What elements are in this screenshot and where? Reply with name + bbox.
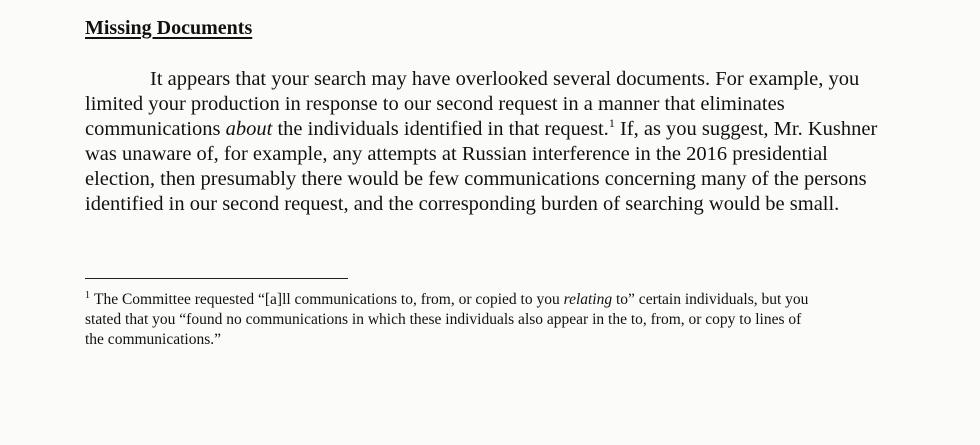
body-line: election, then presumably there would be few communications concerning many of the persons	[85, 168, 867, 190]
body-paragraph	[85, 67, 945, 217]
footnote-line: the communications.”	[85, 331, 222, 348]
body-line: was unaware of, for example, any attempts at Russian interference in the 2016 presidential	[85, 143, 828, 165]
footnote-separator	[85, 278, 348, 279]
footnote-line: stated that you “found no communications in which these individuals also appear in the to, from, or copy to lines of	[85, 311, 802, 328]
body-line: identified in our second request, and the corresponding burden of searching would be small.	[85, 193, 840, 215]
footnote	[85, 290, 955, 350]
body-line: limited your production in response to our second request in a manner that eliminates	[85, 93, 785, 115]
body-line: It appears that your search may have overlooked several documents. For example, you	[150, 68, 860, 90]
section-heading: Missing Documents	[85, 17, 253, 39]
footnote-line: $^1$ The Committee requested “[a]ll communications to, from, or copied to you relating to” certain individuals, but you	[85, 289, 809, 308]
footnote-marker: 1	[85, 289, 90, 301]
footnote-reference[interactable]: 1	[608, 116, 615, 131]
body-line: communications about the individuals identified in that request.$^1$ If, as you suggest, Mr. Kushner	[85, 116, 878, 140]
emphasis-text: about	[225, 118, 273, 140]
emphasis-text: relating	[563, 291, 613, 308]
